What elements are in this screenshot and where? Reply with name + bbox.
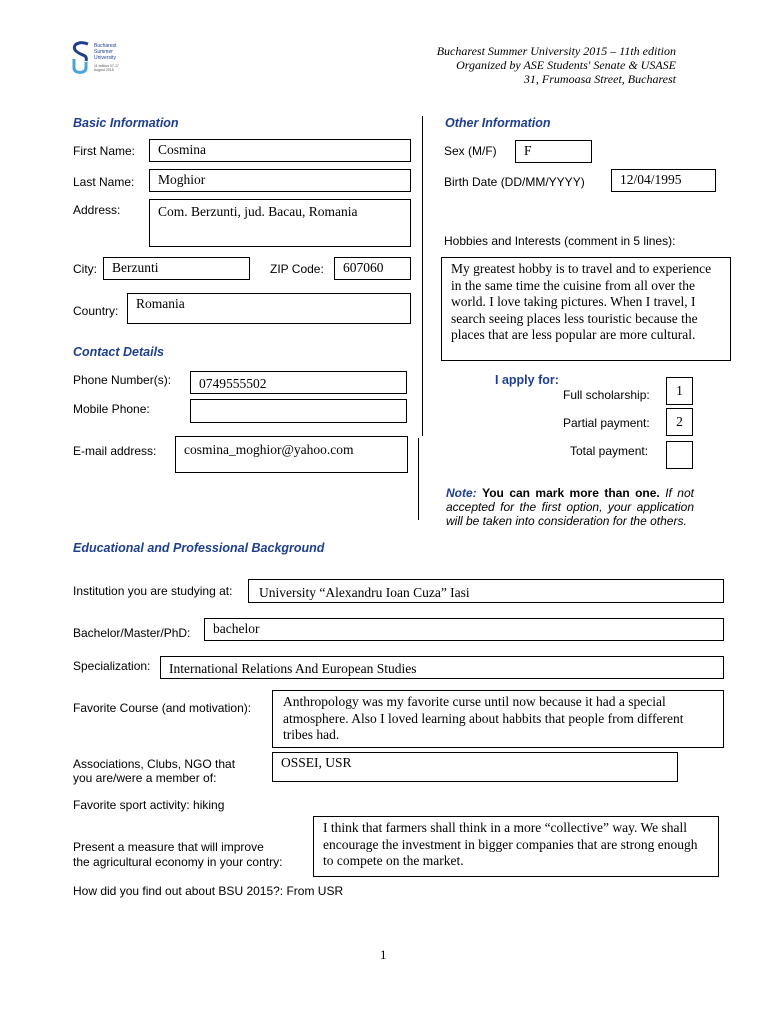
institution-label: Institution you are studying at: (73, 584, 233, 598)
mobile-field[interactable] (190, 399, 407, 423)
page-number: 1 (380, 947, 387, 962)
section-title-basic: Basic Information (73, 116, 179, 130)
email-field[interactable]: cosmina_moghior@yahoo.com (175, 436, 408, 473)
measure-label-line-1: Present a measure that will improve (73, 840, 264, 854)
logo-small-text: 11 edition 07-17 August 2015 (94, 64, 119, 72)
assoc-field[interactable]: OSSEI, USR (272, 752, 678, 782)
section-title-education: Educational and Professional Background (73, 541, 325, 555)
address-field[interactable]: Com. Berzunti, jud. Bacau, Romania (149, 199, 411, 247)
section-title-other: Other Information (445, 116, 551, 130)
degree-field[interactable]: bachelor (204, 618, 724, 641)
last-name-field[interactable]: Moghior (149, 169, 411, 192)
sex-field[interactable]: F (515, 140, 592, 163)
note-prefix: Note: (446, 486, 477, 500)
full-scholarship-box[interactable]: 1 (666, 377, 693, 405)
email-label: E-mail address: (73, 444, 157, 458)
total-payment-box[interactable] (666, 441, 693, 469)
birth-date-label: Birth Date (DD/MM/YYYY) (444, 175, 585, 189)
course-field[interactable]: Anthropology was my favorite curse until now because it had a special atmosphere. Also I loved learning about habbits that people from different tribes had. (272, 690, 724, 748)
country-field[interactable]: Romania (127, 293, 411, 324)
note-bold: You can mark more than one. (482, 486, 660, 500)
phone-label: Phone Number(s): (73, 373, 172, 387)
city-label: City: (73, 262, 97, 276)
birth-date-field[interactable]: 12/04/1995 (611, 169, 716, 192)
partial-payment-label: Partial payment: (563, 416, 650, 430)
header-line-3: 31, Frumoasa Street, Bucharest (523, 72, 676, 86)
full-scholarship-label: Full scholarship: (563, 388, 650, 402)
logo-text: Bucharest Summer University (94, 43, 117, 61)
address-label: Address: (73, 203, 121, 217)
city-field[interactable]: Berzunti (103, 257, 250, 280)
specialization-label: Specialization: (73, 659, 151, 673)
total-payment-label: Total payment: (570, 444, 649, 458)
measure-field[interactable]: I think that farmers shall think in a more “collective” way. We shall encourage the investment in bigger companies that are strong enough to compete on the market. (313, 816, 719, 877)
mobile-label: Mobile Phone: (73, 402, 150, 416)
zip-label: ZIP Code: (270, 262, 324, 276)
column-divider-bottom (418, 438, 419, 520)
header-line-2: Organized by ASE Students' Senate & USASE (456, 58, 676, 72)
sex-label: Sex (M/F) (444, 144, 497, 158)
section-title-contact: Contact Details (73, 345, 164, 359)
first-name-label: First Name: (73, 144, 136, 158)
header-line-1 (437, 44, 676, 58)
country-label: Country: (73, 304, 119, 318)
course-label: Favorite Course (and motivation): (73, 701, 252, 715)
specialization-field[interactable]: International Relations And European Studies (160, 656, 724, 679)
degree-label: Bachelor/Master/PhD: (73, 626, 191, 640)
found-line: How did you find out about BSU 2015?: From USR (73, 884, 344, 898)
assoc-label-line-1: Associations, Clubs, NGO that (73, 757, 236, 771)
institution-field[interactable]: University “Alexandru Ioan Cuza” Iasi (248, 579, 724, 603)
hobbies-field[interactable]: My greatest hobby is to travel and to experience in the same time the cuisine from all over the world. I love taking pictures. When I travel, I search seeing places less touristic because the places that are less popular are more cultural. (441, 257, 731, 361)
assoc-label-line-2: you are/were a member of: (73, 771, 217, 785)
phone-field[interactable]: 0749555502 (190, 371, 407, 394)
first-name-field[interactable]: Cosmina (149, 139, 411, 162)
bsu-logo (68, 40, 94, 76)
last-name-label: Last Name: (73, 175, 135, 189)
note-text: If not accepted for the first option, your application will be taken into consideration for the others. (446, 486, 694, 528)
measure-label-line-2: the agricultural economy in your contry: (73, 855, 283, 869)
apply-note (446, 486, 694, 528)
column-divider-top (422, 116, 423, 436)
sport-line: Favorite sport activity: hiking (73, 798, 225, 812)
header-line-1-text: Bucharest Summer University 2015 – 11th edition (436, 44, 676, 58)
zip-field[interactable]: 607060 (334, 257, 411, 280)
apply-for-title: I apply for: (495, 373, 559, 387)
hobbies-label: Hobbies and Interests (comment in 5 lines): (444, 234, 676, 248)
partial-payment-box[interactable]: 2 (666, 408, 693, 436)
